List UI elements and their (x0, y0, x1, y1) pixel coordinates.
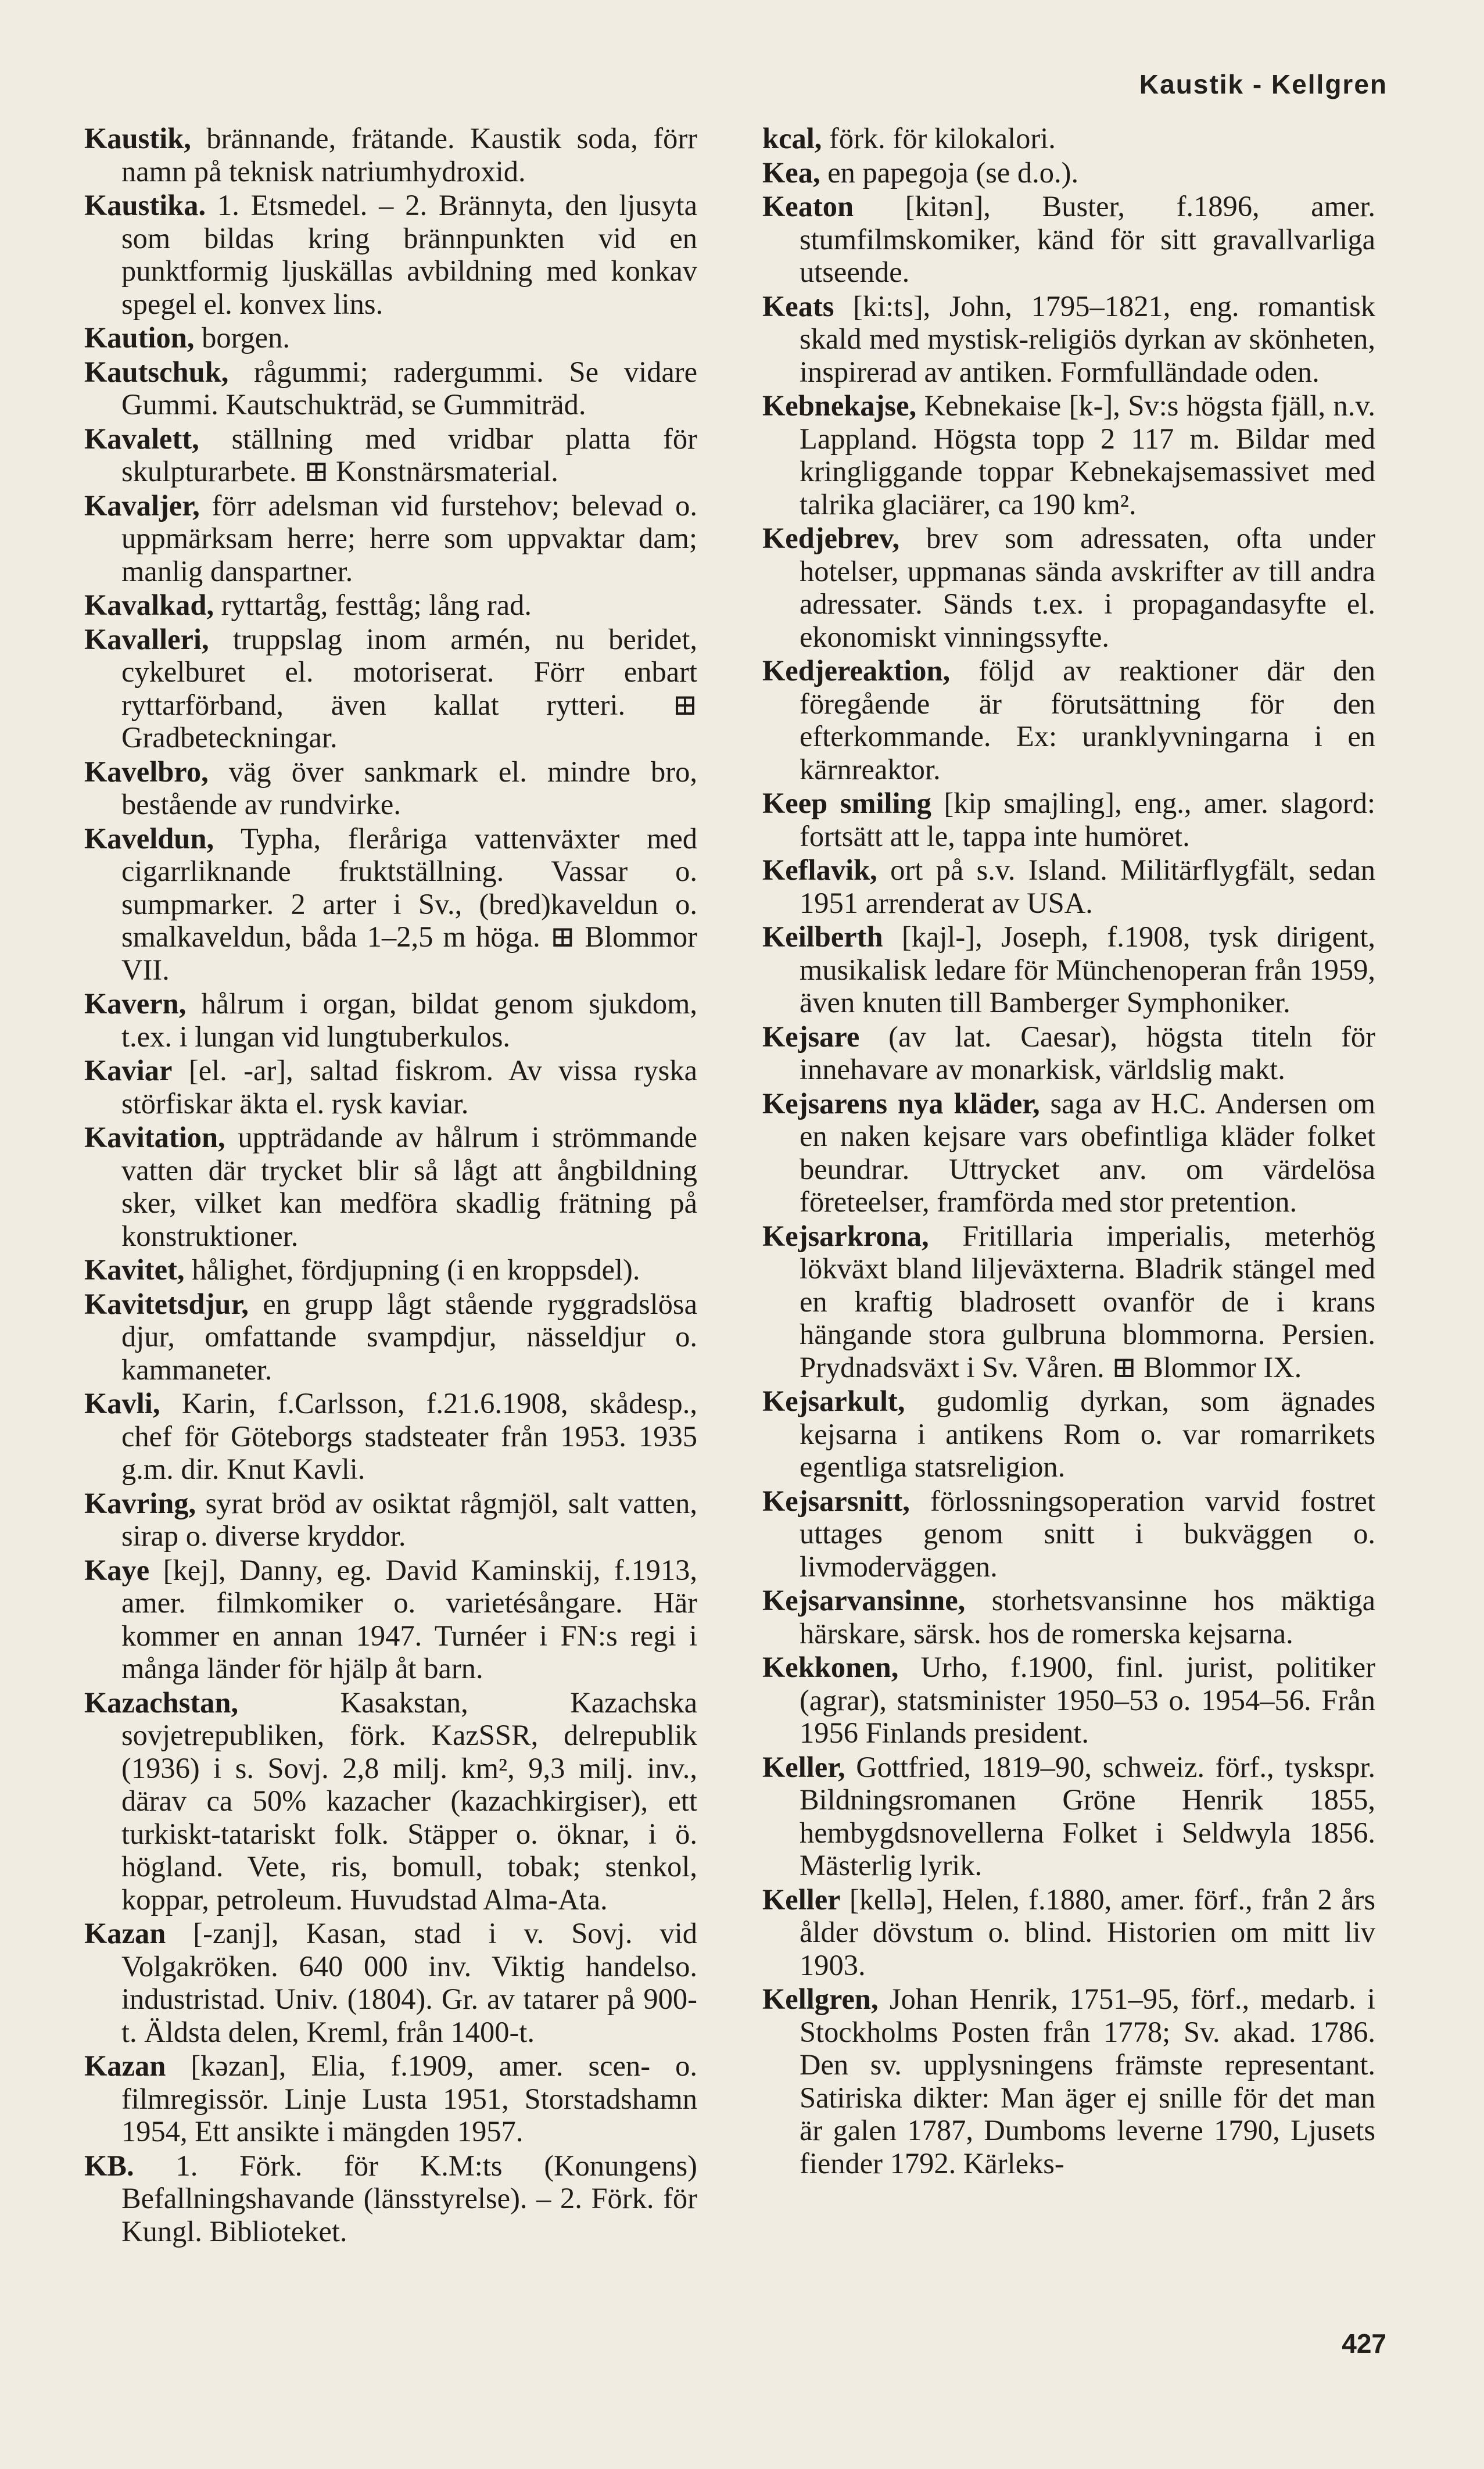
entry-headword: Keats (762, 289, 834, 322)
entry-definition: (av lat. Caesar), högsta titeln för innehavare av monarkisk, världslig makt. (800, 1020, 1375, 1085)
entry-definition: Typha, fleråriga vattenväxter med cigarrliknande fruktställning. Vassar o. sumpmarker. 2 arter i Sv., (bred)kaveldun o. smalkaveldun, båda 1–2,5 m höga. ⊞ Blommor VII. (121, 822, 697, 986)
entry-definition: borgen. (194, 321, 291, 354)
entry-definition: Fritillaria imperialis, meterhög lökväxt bland liljeväxterna. Bladrik stängel med en kraftig bladrosett ovanför de i krans hängande stora gulbruna blommorna. Persien. Prydnadsväxt i Sv. Våren. ⊞ Blommor IX. (800, 1219, 1375, 1384)
entry-definition: brev som adressaten, ofta under hotelser, uppmanas sända avskrifter av till andra adressater. Sänds t.ex. i propagandasyfte el. ekonomiskt vinningssyfte. (800, 522, 1375, 653)
entry-headword: Kejsarkrona, (762, 1219, 929, 1252)
entry-definition: Kebnekaise [k-], Sv:s högsta fjäll, n.v. Lappland. Högsta topp 2 117 m. Bildar med kringliggande toppar Kebnekajsemassivet med talrika glaciärer, ca 190 km². (800, 389, 1375, 521)
dictionary-entry (762, 920, 1375, 1019)
entry-definition: väg över sankmark el. mindre bro, bestående av rundvirke. (121, 755, 697, 820)
dictionary-entry (762, 1651, 1375, 1750)
dictionary-entry (762, 122, 1375, 155)
dictionary-entry (762, 1087, 1375, 1219)
entry-headword: Keaton (762, 190, 854, 223)
entry-definition: [kajl-], Joseph, f.1908, tysk dirigent, musikalisk ledare för Münchenoperan från 1959, även knuten till Bamberger Symphoniker. (800, 920, 1375, 1019)
entry-headword: Kejsarkult, (762, 1385, 905, 1417)
dictionary-entry (762, 522, 1375, 653)
page-number: 427 (1342, 2328, 1386, 2359)
entry-headword: Kejsarens nya kläder, (762, 1087, 1040, 1120)
dictionary-entry (762, 156, 1375, 189)
dictionary-entry (84, 2049, 697, 2148)
entry-definition: [kellə], Helen, f.1880, amer. förf., från 2 års ålder dövstum o. blind. Historien om mitt liv 1903. (800, 1883, 1375, 1981)
dictionary-entry (762, 1020, 1375, 1086)
dictionary-entry (762, 290, 1375, 389)
entry-headword: Kazachstan, (84, 1686, 239, 1719)
entry-headword: Kavalett, (84, 422, 199, 455)
entry-definition: [-zanj], Kasan, stad i v. Sovj. vid Volgakröken. 640 000 inv. Viktig handelso. industristad. Univ. (1804). Gr. av tatarer på 900-t. Äldsta delen, Kreml, från 1400-t. (121, 1917, 697, 2048)
entry-headword: Kavaljer, (84, 489, 200, 522)
entry-headword: Kazan (84, 2049, 166, 2082)
dictionary-entry (84, 1253, 697, 1287)
entry-headword: Kavalleri, (84, 622, 209, 655)
entry-definition: [ki:ts], John, 1795–1821, eng. romantisk skald med mystisk-religiös dyrkan av skönheten, inspirerad av antiken. Formfulländade oden. (800, 289, 1375, 388)
entry-definition: storhetsvansinne hos mäktiga härskare, särsk. hos de romerska kejsarna. (800, 1584, 1375, 1650)
entry-headword: Kazan (84, 1917, 166, 1950)
entry-headword: Kea, (762, 156, 820, 189)
entry-definition: saga av H.C. Andersen om en naken kejsare vars obefintliga kläder folket beundrar. Uttrycket anv. om värdelösa företeelser, framförda med stor pretention. (800, 1087, 1375, 1218)
dictionary-entry (84, 755, 697, 821)
entry-headword: Kavli, (84, 1387, 160, 1420)
entry-headword: Kaustik, (84, 122, 191, 155)
entry-definition: Johan Henrik, 1751–95, förf., medarb. i Stockholms Posten från 1778; Sv. akad. 1786. Den sv. upplysningens främste representant. Satiriska dikter: Man äger ej snille för det man är galen 1787, Dumboms leverne 1790, Ljusets fiender 1792. Kärleks- (800, 1983, 1375, 2180)
entry-definition: syrat bröd av osiktat rågmjöl, salt vatten, sirap o. diverse kryddor. (121, 1486, 697, 1552)
dictionary-entry (84, 422, 697, 488)
entry-definition: [kəzan], Elia, f.1909, amer. scen- o. filmregissör. Linje Lusta 1951, Storstadshamn 1954, Ett ansikte i mängden 1957. (121, 2049, 697, 2148)
entry-headword: Kaveldun, (84, 822, 214, 855)
entry-definition: ryttartåg, festtåg; lång rad. (214, 589, 532, 621)
entry-definition: [kip smajling], eng., amer. slagord: fortsätt att le, tappa inte humöret. (800, 787, 1376, 852)
dictionary-entry (84, 321, 697, 354)
entry-headword: Kejsarvansinne, (762, 1584, 966, 1617)
entry-definition: Urho, f.1900, finl. jurist, politiker (agrar), statsminister 1950–53 o. 1954–56. Från 1956 Finlands president. (800, 1651, 1375, 1749)
dictionary-entry (84, 1054, 697, 1120)
right-column (762, 122, 1375, 2181)
entry-definition: ställning med vridbar platta för skulpturarbete. ⊞ Konstnärsmaterial. (121, 422, 697, 488)
entry-definition: [kej], Danny, eg. David Kaminskij, f.1913, amer. filmkomiker o. varietésångare. Här kommer en annan 1947. Turnéer i FN:s regi i många länder för hjälp åt barn. (121, 1553, 697, 1685)
dictionary-entry (84, 1121, 697, 1252)
entry-definition: en grupp lågt stående ryggradslösa djur, omfattande svampdjur, nässeldjur o. kammaneter. (121, 1287, 697, 1386)
entry-definition: hålighet, fördjupning (i en kroppsdel). (184, 1253, 640, 1286)
dictionary-entry (84, 822, 697, 987)
dictionary-entry (84, 623, 697, 754)
dictionary-entry (84, 1686, 697, 1916)
entry-definition: [kitən], Buster, f.1896, amer. stumfilmskomiker, känd för sitt gravallvarliga utseende. (800, 190, 1375, 288)
entry-headword: Kellgren, (762, 1983, 879, 2015)
left-column (84, 122, 697, 2249)
entry-headword: Kedjebrev, (762, 522, 900, 554)
dictionary-entry (762, 1751, 1375, 1882)
dictionary-entry (84, 122, 697, 188)
dictionary-entry (762, 654, 1375, 786)
running-header: Kaustik - Kellgren (1139, 69, 1388, 99)
dictionary-entry (84, 1387, 697, 1486)
entry-headword: kcal, (762, 122, 822, 155)
entry-headword: Kavitet, (84, 1253, 185, 1286)
entry-definition: Kasakstan, Kazachska sovjetrepubliken, förk. KazSSR, delrepublik (1936) i s. Sovj. 2,8 milj. km², 9,3 milj. inv., därav ca 50% kazacher (kazachkirgiser), ett turkiskt-tatariskt folk. Stäpper o. öknar, i ö. högland. Vete, ris, bomull, tobak; stenkol, koppar, petroleum. Huvudstad Alma-Ata. (121, 1686, 697, 1916)
entry-headword: Kaviar (84, 1054, 173, 1087)
entry-definition: följd av reaktioner där den föregående är förutsättning för den efterkommande. Ex: uranklyvningarna i en kärnreaktor. (800, 654, 1375, 786)
entry-headword: Kavern, (84, 987, 187, 1020)
entry-definition: gudomlig dyrkan, som ägnades kejsarna i antikens Rom o. var romarrikets egentliga statsreligion. (800, 1385, 1375, 1483)
entry-headword: Kaustika. (84, 189, 206, 221)
dictionary-entry (762, 190, 1375, 289)
entry-definition: förr adelsman vid furstehov; belevad o. uppmärksam herre; herre som uppvaktar dam; manlig danspartner. (121, 489, 697, 587)
entry-definition: Karin, f.Carlsson, f.21.6.1908, skådesp., chef för Göteborgs stadsteater från 1953. 1935 g.m. dir. Knut Kavli. (121, 1387, 697, 1485)
entry-headword: Kaye (84, 1553, 150, 1586)
dictionary-entry (84, 356, 697, 421)
dictionary-entry (762, 787, 1375, 852)
entry-headword: Kavelbro, (84, 755, 209, 788)
entry-definition: ort på s.v. Island. Militärflygfält, sedan 1951 arrenderat av USA. (800, 854, 1375, 919)
dictionary-entry (84, 489, 697, 588)
dictionary-entry (762, 1485, 1375, 1583)
entry-headword: Keller, (762, 1750, 845, 1783)
entry-definition: en papegoja (se d.o.). (820, 156, 1079, 189)
entry-headword: Kejsare (762, 1020, 860, 1053)
entry-headword: Kautschuk, (84, 355, 229, 388)
entry-headword: Keflavik, (762, 854, 877, 886)
entry-definition: uppträdande av hålrum i strömmande vatten där trycket blir så lågt att ångbildning sker, vilket kan medföra skadlig frätning på konstruktioner. (121, 1121, 697, 1252)
entry-definition: rågummi; radergummi. Se vidare Gummi. Kautschukträd, se Gummiträd. (121, 355, 697, 421)
dictionary-entry (762, 854, 1375, 919)
entry-headword: Kebnekajse, (762, 389, 917, 422)
entry-definition: förlossningsoperation varvid fostret uttages genom snitt i bukväggen o. livmoderväggen. (800, 1484, 1375, 1583)
entry-definition: hålrum i organ, bildat genom sjukdom, t.ex. i lungan vid lungtuberkulos. (121, 987, 697, 1053)
dictionary-entry (84, 189, 697, 320)
entry-definition: truppslag inom armén, nu beridet, cykelburet el. motoriserat. Förr enbart ryttarförband, även kallat rytteri. ⊞ Gradbeteckningar. (121, 622, 697, 754)
dictionary-entry (762, 389, 1375, 521)
entry-headword: Keller (762, 1883, 841, 1916)
dictionary-entry (84, 2149, 697, 2248)
entry-headword: Kavitetsdjur, (84, 1287, 249, 1320)
entry-headword: Kavalkad, (84, 589, 214, 621)
entry-definition: [el. -ar], saltad fiskrom. Av vissa ryska störfiskar äkta el. rysk kaviar. (121, 1054, 697, 1120)
entry-definition: 1. Etsmedel. – 2. Brännyta, den ljusyta som bildas kring brännpunkten vid en punktformig ljuskällas avbildning med konkav spegel el. konvex lins. (121, 189, 697, 320)
dictionary-entry (84, 1487, 697, 1553)
entry-headword: Keilberth (762, 920, 883, 953)
dictionary-entry (84, 987, 697, 1053)
dictionary-entry (762, 1983, 1375, 2180)
entry-headword: Kedjereaktion, (762, 654, 951, 687)
entry-headword: Kavring, (84, 1486, 196, 1520)
entry-definition: förk. för kilokalori. (822, 122, 1056, 155)
entry-headword: Keep smiling (762, 787, 931, 819)
entry-definition: brännande, frätande. Kaustik soda, förr namn på teknisk natriumhydroxid. (121, 122, 697, 188)
dictionary-entry (762, 1584, 1375, 1650)
dictionary-entry (762, 1220, 1375, 1384)
dictionary-entry (762, 1385, 1375, 1483)
entry-headword: Kaution, (84, 321, 195, 354)
dictionary-entry (84, 1917, 697, 2048)
entry-headword: Kekkonen, (762, 1651, 899, 1683)
entry-headword: KB. (84, 2149, 134, 2182)
entry-definition: 1. Förk. för K.M:ts (Konungens) Befallningshavande (länsstyrelse). – 2. Förk. för Kungl. Biblioteket. (121, 2149, 697, 2248)
dictionary-entry (84, 589, 697, 622)
entry-headword: Kavitation, (84, 1121, 225, 1153)
entry-definition: Gottfried, 1819–90, schweiz. förf., tyskspr. Bildningsromanen Gröne Henrik 1855, hembygdsnovellerna Folket i Seldwyla 1856. Mästerlig lyrik. (800, 1750, 1375, 1882)
entry-headword: Kejsarsnitt, (762, 1484, 910, 1517)
dictionary-entry (762, 1883, 1375, 1982)
dictionary-entry (84, 1288, 697, 1386)
dictionary-entry (84, 1554, 697, 1685)
